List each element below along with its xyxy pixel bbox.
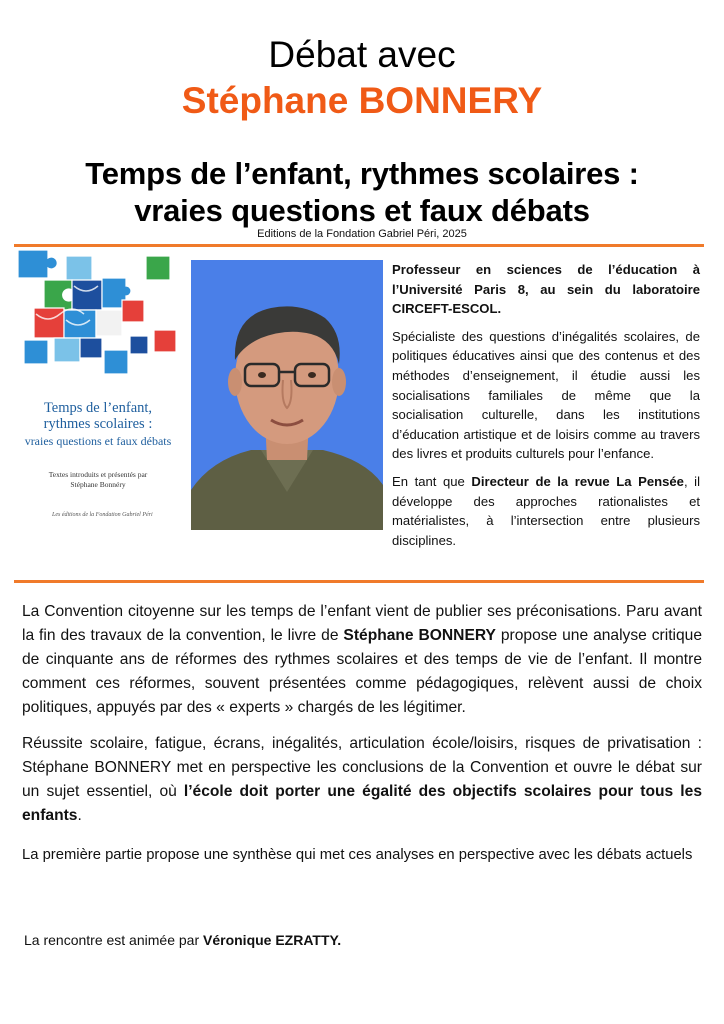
body-paragraph-1: La Convention citoyenne sur les temps de l’enfant vient de publier ses préconisations. Paru avant la fin des travaux de la convention, le livre de Stéphane BONNERY propose une analyse critique de cinquante ans de réformes des rythmes scolaires et des temps de vie de l’enfant. Il montre comment ces réformes, souvent présentées comme pédagogiques, relèvent aussi de choix politiques, appuyés par des « experts » chargés de les légitimer. [22,603,703,716]
bio-lead: Professeur en sciences de l’éducation à l’Université Paris 8, au sein du laboratoire CIRCEFT-ESCOL. [392,262,700,317]
body-paragraph-3: La première partie propose une synthèse qui met ces analyses en perspective avec les débats actuels [22,847,693,863]
speaker-portrait [191,260,383,530]
moderator-line: La rencontre est animée par Véronique EZRATTY. [24,932,342,948]
cover-title: Temps de l’enfant, rythmes scolaires : [43,400,153,432]
bio-paragraph-1: Spécialiste des questions d’inégalités scolaires, de politiques éducatives ainsi que des contenus et des méthodes d’enseignement, il étudie aussi les socialisations familiales de même que la socialisation culturelle, dans les institutions d’éducation artistique et de loisirs comme au travers des livres et produits culturels pour l’enfance. [392,328,700,462]
puzzle-illustration [14,250,182,400]
cover-intro: Textes introduits et présentés par Stéphane Bonnéry [48,470,148,489]
review-name: Directeur de la revue La Pensée [471,473,684,489]
book-cover [14,250,182,540]
moderator-name: Véronique EZRATTY. [203,932,342,948]
book-title-line1: Temps de l’enfant, rythmes scolaires : [85,156,639,191]
cover-publisher: Les éditions de la Fondation Gabriel Péri [52,512,153,518]
speaker-name: Stéphane BONNERY [181,80,543,121]
main-text [22,600,702,876]
body-paragraph-2: Réussite scolaire, fatigue, écrans, inégalités, articulation école/loisirs, risques de privatisation : Stéphane BONNERY met en perspective les conclusions de la Convention et ouvre le débat sur un sujet essentiel, où l’école doit porter une égalité des objectifs scolaires pour tous les enfants. [22,735,702,824]
bio-paragraph-2: En tant que Directeur de la revue La Pensée, il développe des approches rationalistes et matérialistes, à l’intersection entre plusieurs disciplines. [392,473,700,548]
orange-divider-top [14,244,704,247]
debate-heading: Débat avec [268,34,456,75]
publisher-line: Editions de la Fondation Gabriel Péri, 2025 [257,228,467,240]
book-title-line2: vraies questions et faux débats [134,193,590,228]
speaker-bio [392,260,700,558]
cover-subtitle: vraies questions et faux débats [24,434,172,448]
orange-divider-bottom [14,580,704,583]
